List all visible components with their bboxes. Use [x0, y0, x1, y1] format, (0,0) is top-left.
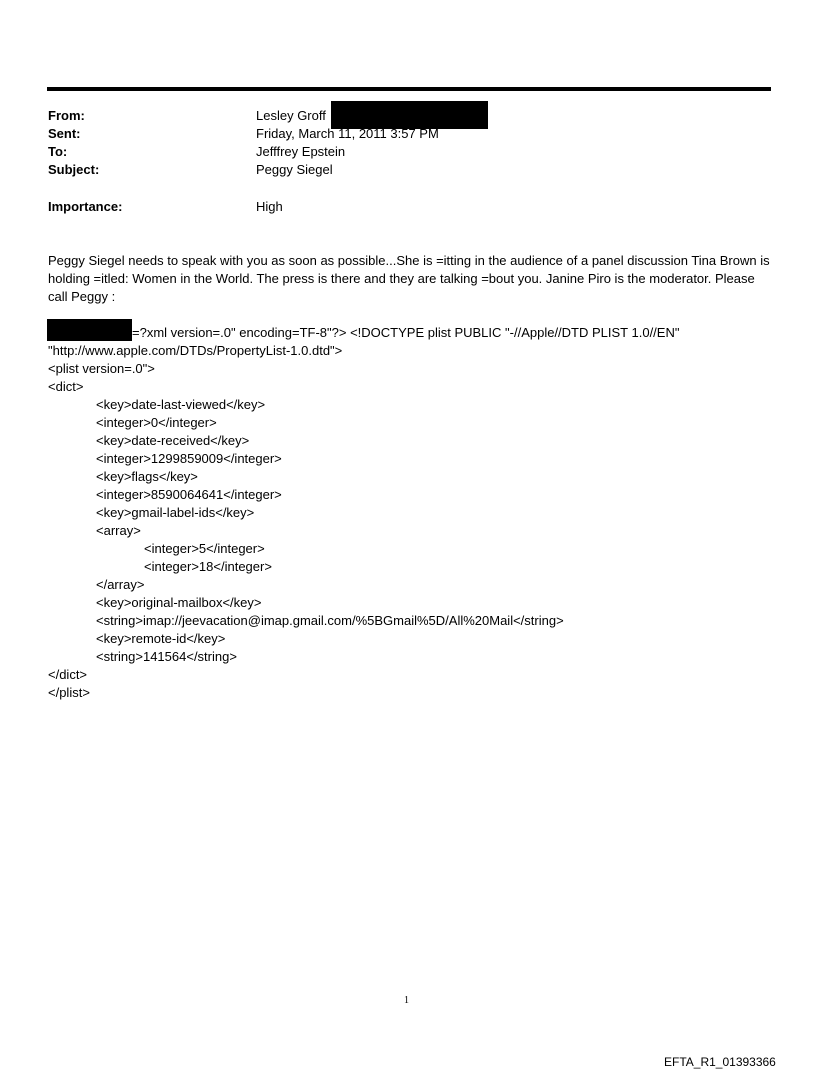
xml-line: <integer>1299859009</integer> — [96, 451, 282, 466]
to-label: To: — [48, 144, 68, 159]
xml-line: <integer>0</integer> — [96, 415, 217, 430]
xml-line: </array> — [96, 577, 145, 592]
sent-value: Friday, March 11, 2011 3:57 PM — [256, 126, 439, 141]
xml-line: =?xml version=.0" encoding=TF-8"?> <!DOCTYPE plist PUBLIC "-//Apple//DTD PLIST 1.0//EN" — [132, 325, 680, 340]
subject-value: Peggy Siegel — [256, 162, 333, 177]
xml-line: <plist version=.0"> — [48, 361, 155, 376]
header-rule — [47, 87, 771, 91]
xml-line: <string>imap://jeevacation@imap.gmail.com/%5BGmail%5D/All%20Mail</string> — [96, 613, 564, 628]
xml-line: <integer>5</integer> — [144, 541, 265, 556]
xml-line: <key>date-received</key> — [96, 433, 250, 448]
xml-line: <integer>18</integer> — [144, 559, 272, 574]
xml-line: <key>date-last-viewed</key> — [96, 397, 266, 412]
xml-line: </plist> — [48, 685, 90, 700]
xml-line: <dict> — [48, 379, 84, 394]
xml-line: <key>remote-id</key> — [96, 631, 226, 646]
from-label: From: — [48, 108, 85, 123]
from-value: Lesley Groff — [256, 108, 326, 123]
bates-number: EFTA_R1_01393366 — [664, 1055, 776, 1069]
to-value: Jefffrey Epstein — [256, 144, 346, 159]
xml-line: <key>original-mailbox</key> — [96, 595, 262, 610]
xml-line: <key>gmail-label-ids</key> — [96, 505, 255, 520]
sent-label: Sent: — [48, 126, 81, 141]
xml-line: "http://www.apple.com/DTDs/PropertyList-1.0.dtd"> — [48, 343, 343, 358]
xml-line: <key>flags</key> — [96, 469, 198, 484]
importance-label: Importance: — [48, 199, 123, 214]
xml-line: <integer>8590064641</integer> — [96, 487, 282, 502]
xml-line: </dict> — [48, 667, 88, 682]
email-body: Peggy Siegel needs to speak with you as soon as possible...She is =itting in the audience of a panel discussion Tina Brown is holding =itled: Women in the World. The press is there and they are talking =bout you. Janine Piro is the moderator. Please call Peggy : — [48, 253, 770, 304]
importance-value: High — [256, 199, 283, 214]
redaction-box — [47, 319, 132, 341]
subject-label: Subject: — [48, 162, 100, 177]
page-number: 1 — [404, 995, 409, 1006]
xml-line: <string>141564</string> — [96, 649, 237, 664]
xml-line: <array> — [96, 523, 141, 538]
